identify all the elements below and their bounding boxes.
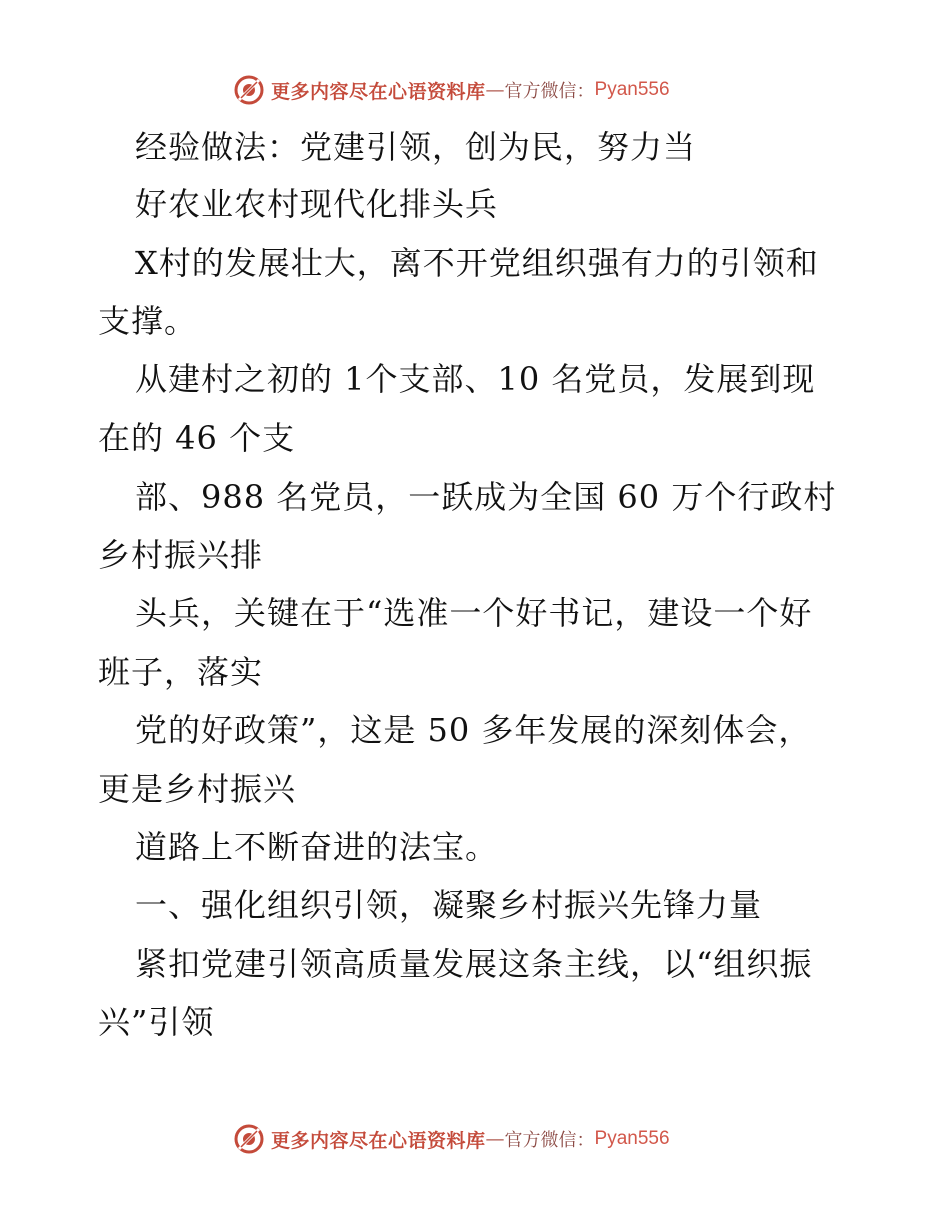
- doc-paragraph-line: 头兵，关键在于“选准一个好书记，建设一个好: [135, 594, 813, 632]
- library-name: 更多内容尽在心语资料库: [271, 80, 486, 103]
- library-logo-icon: [233, 1123, 265, 1155]
- wechat-id: Pyan556: [594, 79, 670, 100]
- doc-paragraph-line: 从建村之初的 1个支部、10 名党员，发展到现: [135, 360, 816, 398]
- doc-paragraph-line: 道路上不断奋进的法宝。: [135, 828, 499, 866]
- header-banner: [233, 73, 670, 107]
- doc-paragraph-line: 兴”引领: [98, 1003, 215, 1041]
- banner-separator: —: [485, 1128, 505, 1150]
- doc-paragraph-line: 部、988 名党员，一跃成为全国 60 万个行政村: [135, 478, 837, 516]
- doc-paragraph-line: 更是乡村振兴: [98, 770, 297, 808]
- doc-paragraph-line: 紧扣党建引领高质量发展这条主线，以“组织振: [135, 945, 813, 983]
- library-logo-icon: [233, 74, 265, 106]
- doc-paragraph-line: 支撑。: [98, 302, 198, 340]
- footer-banner: [233, 1122, 670, 1156]
- doc-paragraph-line: X村的发展壮大，离不开党组织强有力的引领和: [135, 244, 819, 282]
- doc-paragraph-line: 班子，落实: [98, 653, 264, 691]
- library-name: 更多内容尽在心语资料库: [271, 1129, 486, 1152]
- wechat-id: Pyan556: [594, 1128, 670, 1149]
- banner-separator: —: [485, 79, 505, 101]
- doc-paragraph-line: 乡村振兴排: [98, 536, 264, 574]
- wechat-label: 官方微信：: [504, 81, 595, 102]
- doc-section-heading: 一、强化组织引领，凝聚乡村振兴先锋力量: [135, 886, 763, 924]
- doc-paragraph-line: 在的 46 个支: [98, 419, 296, 457]
- doc-title-line: 好农业农村现代化排头兵: [135, 185, 499, 223]
- doc-title-line: 经验做法：党建引领，创为民，努力当: [135, 128, 697, 166]
- wechat-label: 官方微信：: [504, 1130, 595, 1151]
- doc-paragraph-line: 党的好政策”，这是 50 多年发展的深刻体会，: [135, 711, 812, 749]
